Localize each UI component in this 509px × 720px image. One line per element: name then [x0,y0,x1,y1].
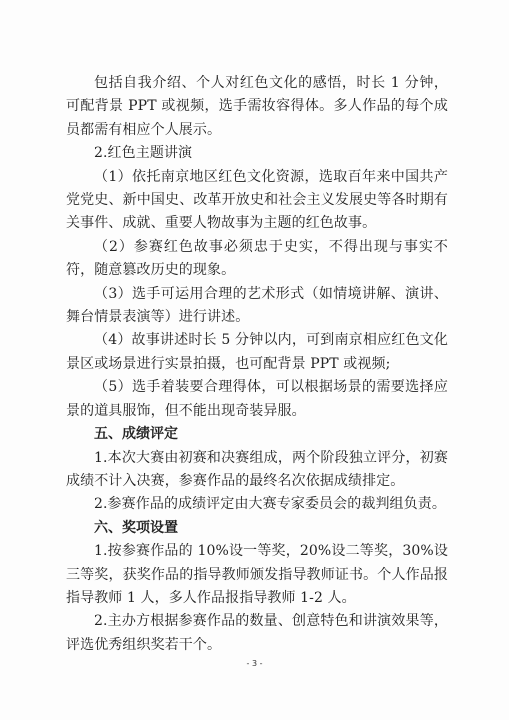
paragraph-evaluation-1: 1.本次大赛由初赛和决赛组成，两个阶段独立评分，初赛成绩不计入决赛，参赛作品的最终名次依据成绩排定。 [66,449,448,489]
paragraph-item-4: （4）故事讲述时长 5 分钟以内，可到南京相应红色文化景区或场景进行实景拍摄，也可配背景 PPT 或视频; [66,332,448,372]
subsection-title-red-theme-speech: 2.红色主题讲演 [94,145,193,162]
paragraph-awards-2: 2.主办方根据参赛作品的数量、创意特色和讲演效果等，评选优秀组织奖若干个。 [66,613,448,653]
paragraph-intro-requirements: 包括自我介绍、个人对红色文化的感悟，时长 1 分钟，可配背景 PPT 或视频，选手需妆容得体。多人作品的每个成员都需有相应个人展示。 [66,75,448,138]
document-body [66,72,448,657]
page-number: - 3 - [246,659,263,668]
paragraph-awards-1: 1.按参赛作品的 10%设一等奖，20%设二等奖，30%设三等奖，获奖作品的指导教师颁发指导教师证书。个人作品报指导教师 1 人，多人作品报指导教师 1-2 人。 [66,543,448,606]
paragraph-item-1: （1）依托南京地区红色文化资源，选取百年来中国共产党党史、新中国史、改革开放史和社会主义发展史等各时期有关事件、成就、重要人物故事为主题的红色故事。 [66,168,448,232]
paragraph-item-5: （5）选手着装要合理得体，可以根据场景的需要选择应景的道具服饰，但不能出现奇装异服。 [66,379,448,419]
section-heading-awards: 六、奖项设置 [94,519,178,536]
paragraph-item-2: （2）参赛红色故事必须忠于史实，不得出现与事实不符，随意篡改历史的现象。 [66,238,448,279]
paragraph-item-3: （3）选手可运用合理的艺术形式（如情境讲解、演讲、舞台情景表演等）进行讲述。 [66,285,448,326]
section-heading-score-evaluation: 五、成绩评定 [94,426,178,443]
paragraph-evaluation-2: 2.参赛作品的成绩评定由大赛专家委员会的裁判组负责。 [94,496,446,513]
